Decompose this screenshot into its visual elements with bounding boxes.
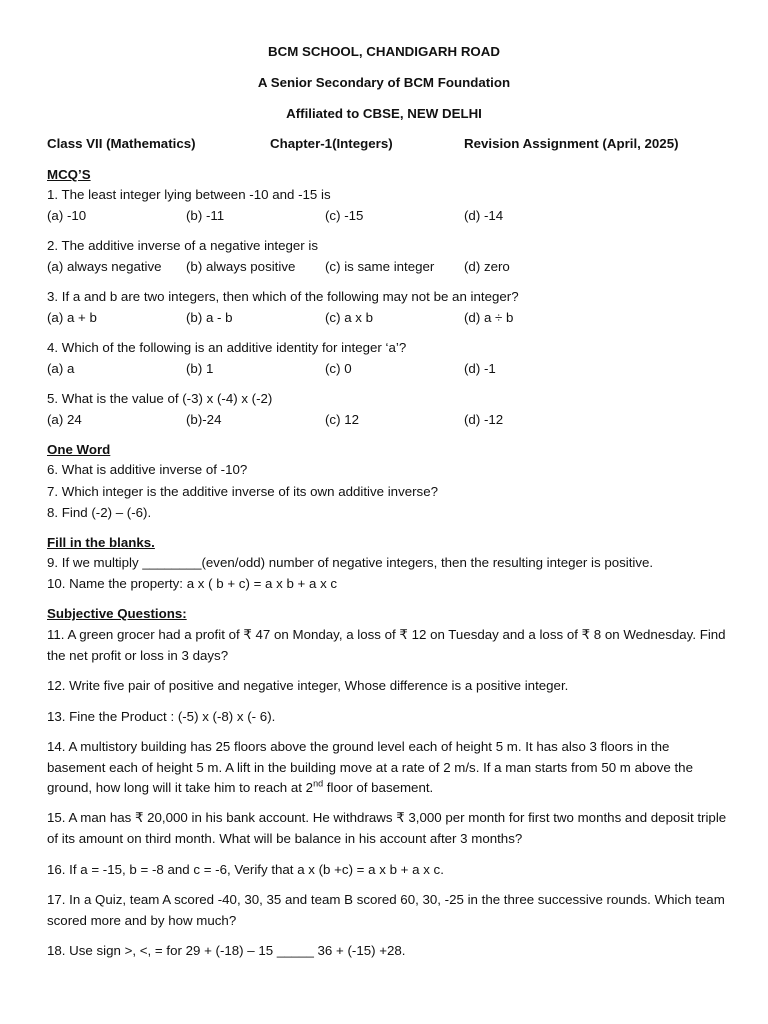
mcq-5-option-c: (c) 12 — [325, 412, 359, 427]
mcq-4-option-c: (c) 0 — [325, 361, 352, 376]
assignment-label: Revision Assignment (April, 2025) — [464, 136, 679, 151]
subjective-question-18: 18. Use sign >, <, = for 29 + (-18) – 15 _____ 36 + (-15) +28. — [47, 943, 406, 958]
mcq-3-option-d: (d) a ÷ b — [464, 310, 514, 325]
affiliation-line: Affiliated to CBSE, NEW DELHI — [286, 106, 482, 121]
chapter-label: Chapter-1(Integers) — [270, 136, 393, 151]
q14-superscript: nd — [313, 778, 324, 789]
mcq-5-option-a: (a) 24 — [47, 412, 82, 427]
mcq-2-option-d: (d) zero — [464, 259, 510, 274]
mcq-1-option-d: (d) -14 — [464, 208, 504, 223]
mcq-4-option-a: (a) a — [47, 361, 75, 376]
mcq-2-option-b: (b) always positive — [186, 259, 296, 274]
one-word-heading: One Word — [47, 442, 111, 457]
mcq-heading: MCQ’S — [47, 167, 91, 182]
mcq-question-3: 3. If a and b are two integers, then which of the following may not be an integer? — [47, 289, 519, 304]
class-label: Class VII (Mathematics) — [47, 136, 196, 151]
mcq-2-option-c: (c) is same integer — [325, 259, 435, 274]
fill-question-9: 9. If we multiply ________(even/odd) number of negative integers, then the resulting integer is positive. — [47, 555, 654, 570]
subjective-question-14 — [47, 737, 727, 799]
mcq-3-option-b: (b) a - b — [186, 310, 233, 325]
one-word-question-7: 7. Which integer is the additive inverse of its own additive inverse? — [47, 484, 438, 499]
mcq-question-5: 5. What is the value of (-3) x (-4) x (-2) — [47, 391, 273, 406]
mcq-1-option-b: (b) -11 — [186, 208, 225, 223]
mcq-4-option-b: (b) 1 — [186, 361, 214, 376]
subjective-question-11: 11. A green grocer had a profit of ₹ 47 on Monday, a loss of ₹ 12 on Tuesday and a loss of ₹ 8 on Wednesday. Find the net profit or loss in 3 days? — [47, 627, 726, 663]
mcq-3-option-a: (a) a + b — [47, 310, 97, 325]
one-word-question-6: 6. What is additive inverse of -10? — [47, 462, 248, 477]
mcq-1-option-c: (c) -15 — [325, 208, 364, 223]
fill-question-10: 10. Name the property: a x ( b + c) = a x b + a x c — [47, 576, 338, 591]
mcq-5-option-d: (d) -12 — [464, 412, 504, 427]
mcq-2-option-a: (a) always negative — [47, 259, 162, 274]
subjective-heading: Subjective Questions: — [47, 606, 187, 621]
mcq-1-option-a: (a) -10 — [47, 208, 87, 223]
school-name: BCM SCHOOL, CHANDIGARH ROAD — [268, 44, 500, 59]
mcq-4-option-d: (d) -1 — [464, 361, 496, 376]
mcq-question-1: 1. The least integer lying between -10 and -15 is — [47, 187, 331, 202]
mcq-3-option-c: (c) a x b — [325, 310, 374, 325]
mcq-question-4: 4. Which of the following is an additive identity for integer ‘a’? — [47, 340, 407, 355]
subjective-question-17: 17. In a Quiz, team A scored -40, 30, 35 and team B scored 60, 30, -25 in the three successive rounds. Which team scored more and by how much? — [47, 892, 725, 928]
q14-text: 14. A multistory building has 25 floors above the ground level each of height 5 m. It has also 3 floors in the basement each of height 5 m. A lift in the building move at a rate of 2 m/s. If a man starts from 50 m above the ground, how long will it take him to reach at 2 — [47, 739, 693, 795]
subjective-question-15: 15. A man has ₹ 20,000 in his bank account. He withdraws ₹ 3,000 per month for first two months and deposit triple of its amount on third month. What will be balance in his account after 3 months? — [47, 810, 727, 846]
one-word-question-8: 8. Find (-2) – (-6). — [47, 505, 152, 520]
foundation-line: A Senior Secondary of BCM Foundation — [257, 75, 511, 90]
subjective-question-12: 12. Write five pair of positive and negative integer, Whose difference is a positive integer. — [47, 678, 569, 693]
mcq-question-2: 2. The additive inverse of a negative integer is — [47, 238, 319, 253]
fill-heading: Fill in the blanks. — [47, 535, 155, 550]
subjective-question-13: 13. Fine the Product : (-5) x (-8) x (- 6). — [47, 709, 276, 724]
mcq-5-option-b: (b)-24 — [186, 412, 222, 427]
subjective-question-16: 16. If a = -15, b = -8 and c = -6, Verify that a x (b +c) = a x b + a x c. — [47, 862, 444, 877]
q14-text-end: floor of basement. — [323, 780, 434, 795]
